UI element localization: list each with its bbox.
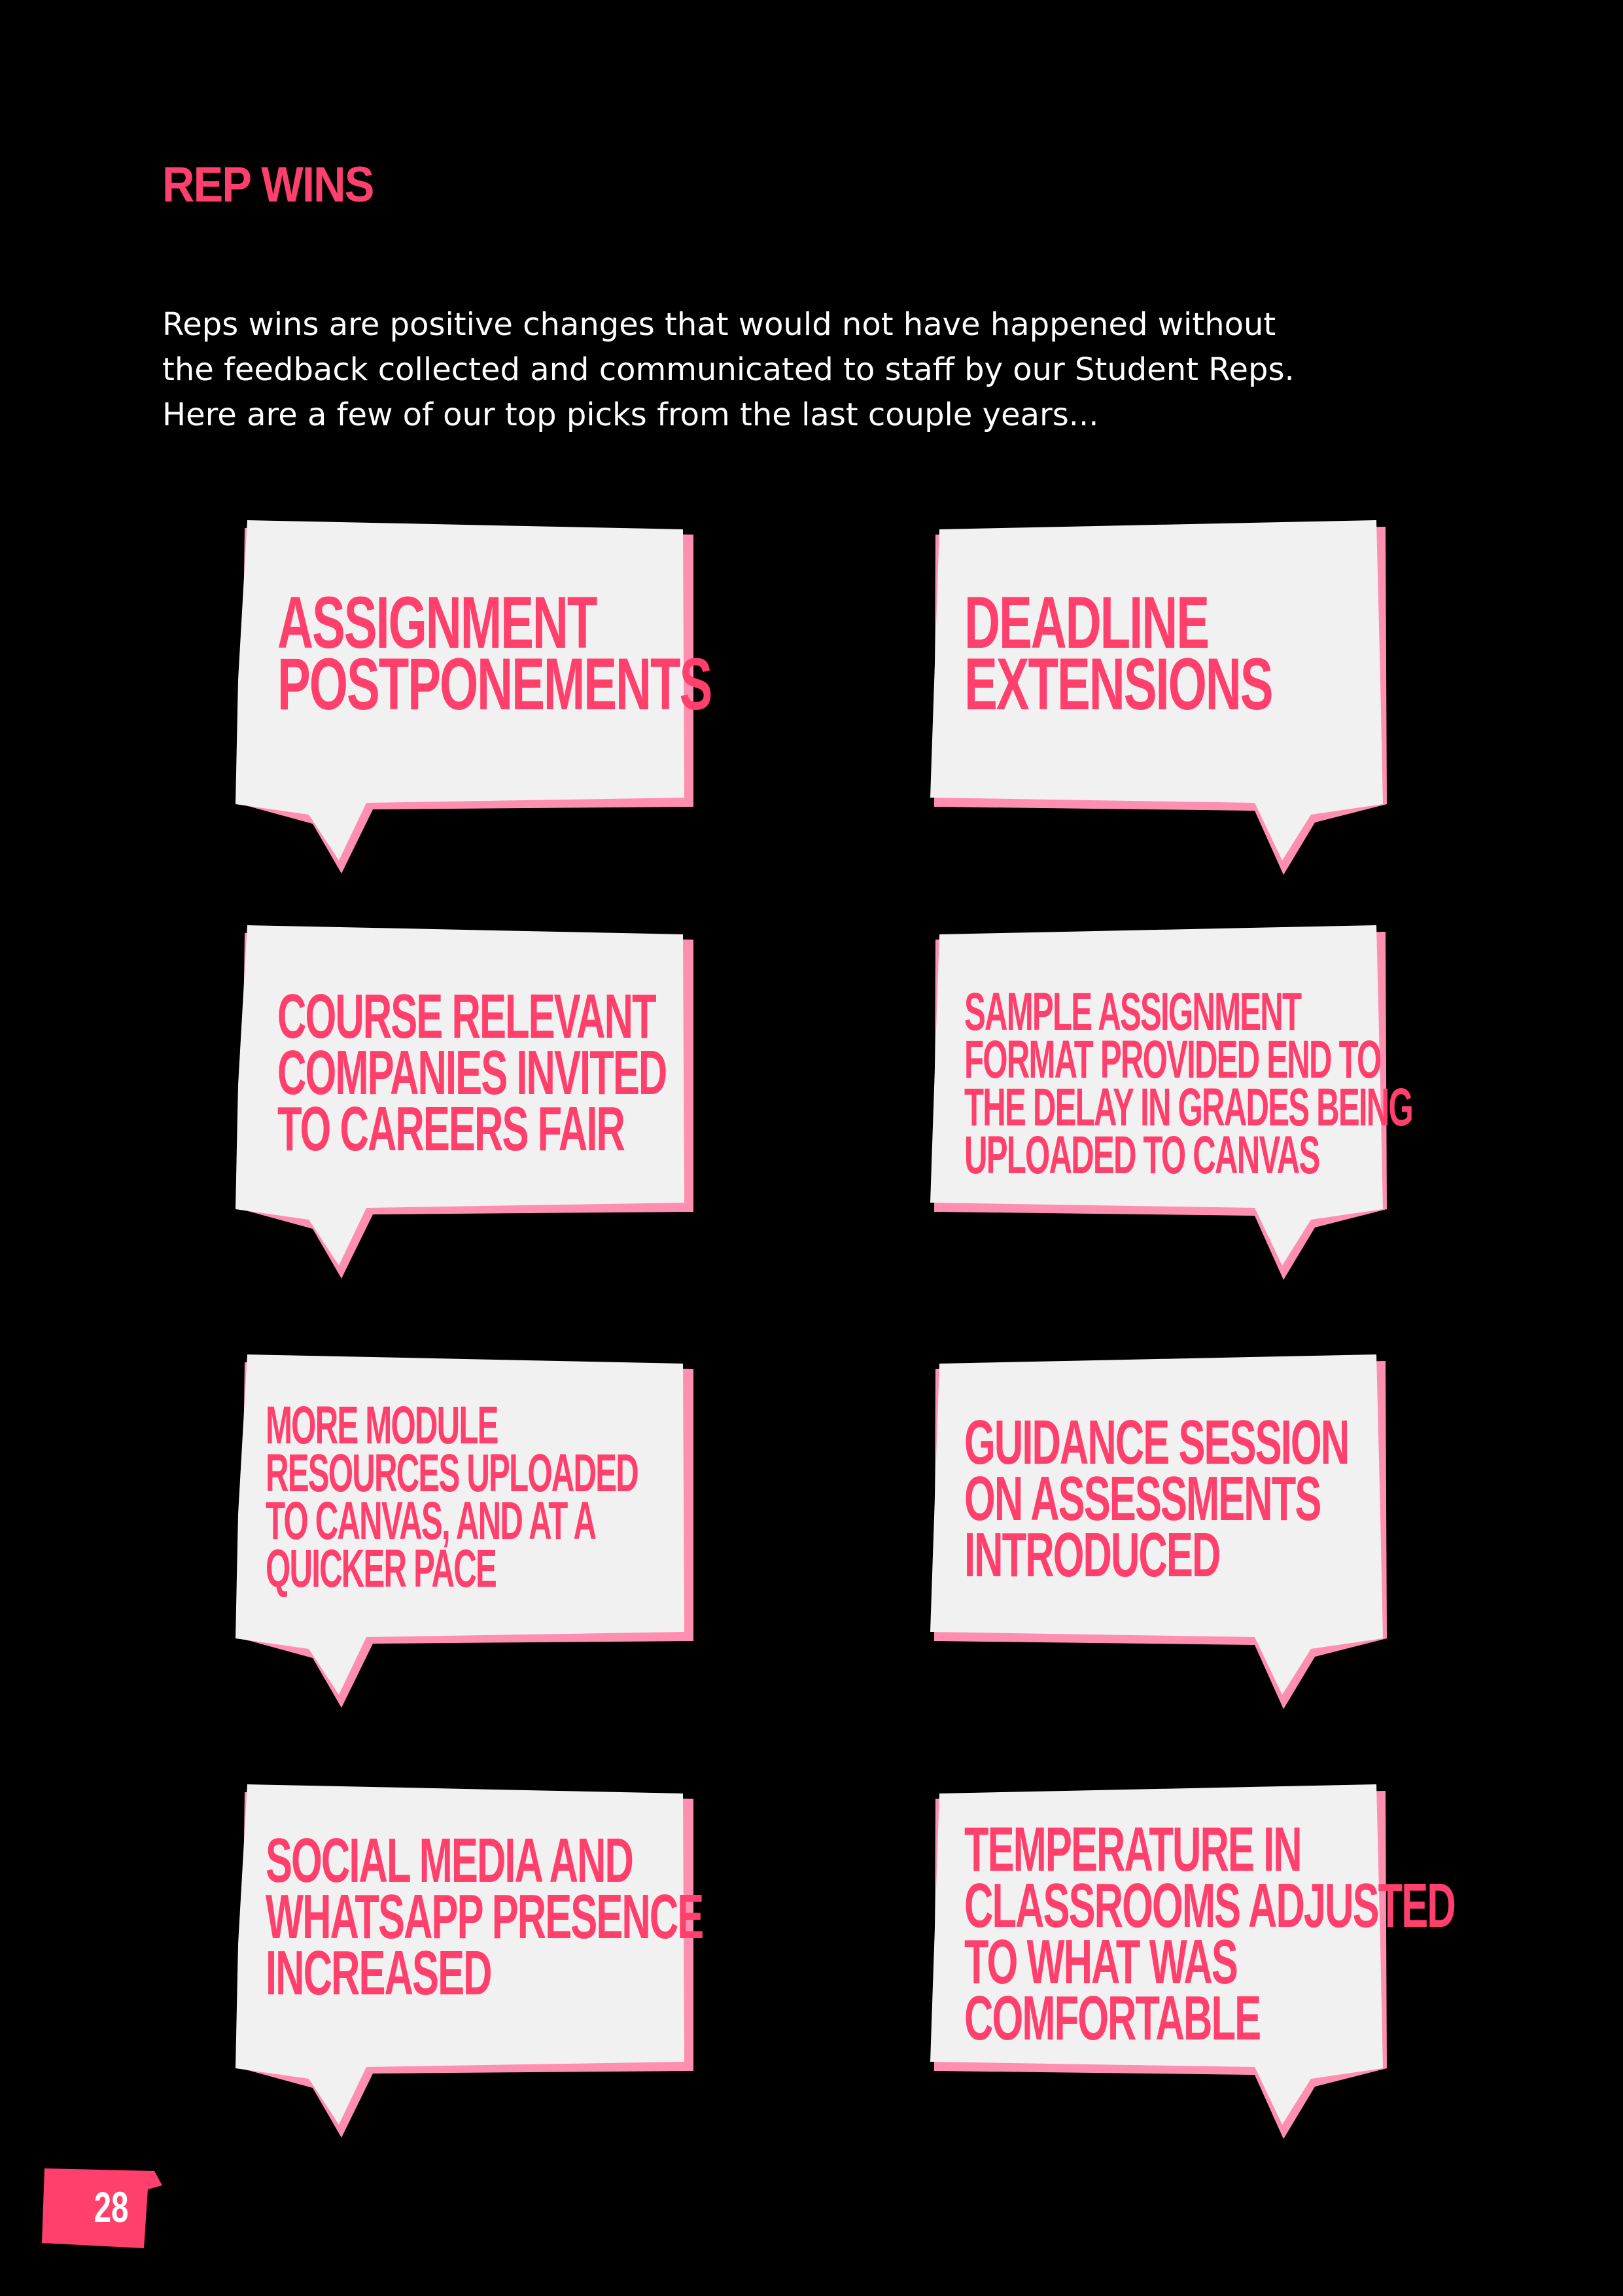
rep-win-card-social-media <box>236 1784 703 2151</box>
page-number-badge <box>39 2166 164 2251</box>
rep-win-text: MORE MODULE RESOURCES UPLOADED TO CANVAS, AND AT A QUICKER PACE <box>266 1396 638 1598</box>
rep-win-card-deadline-extensions <box>929 520 1387 887</box>
rep-win-text: GUIDANCE SESSION ON ASSESSMENTS INTRODUCED <box>964 1407 1349 1590</box>
intro-line: the feedback collected and communicated to staff by our Student Reps. <box>162 351 1295 388</box>
rep-win-text: DEADLINE EXTENSIONS <box>964 582 1272 725</box>
rep-win-text: SAMPLE ASSIGNMENT FORMAT PROVIDED END TO THE DELAY IN GRADES BEING UPLOADED TO CANVAS <box>964 982 1412 1185</box>
rep-win-text: TEMPERATURE IN CLASSROOMS ADJUSTED TO WHAT WAS COMFORTABLE <box>964 1814 1455 2053</box>
rep-win-card-assignment-postponements <box>236 520 712 887</box>
page-title: REP WINS <box>162 157 374 213</box>
rep-win-card-temperature <box>929 1784 1455 2151</box>
rep-win-card-module-resources <box>236 1354 693 1721</box>
intro-line: Reps wins are positive changes that would not have happened without <box>162 306 1276 343</box>
intro-line: Here are a few of our top picks from the last couple years... <box>162 397 1099 433</box>
rep-win-card-sample-assignment <box>929 925 1412 1292</box>
page-number: 28 <box>94 2183 129 2231</box>
rep-win-card-guidance-session <box>929 1354 1387 1721</box>
rep-win-text: COURSE RELEVANT COMPANIES INVITED TO CAREERS FAIR <box>277 981 667 1164</box>
rep-win-text: SOCIAL MEDIA AND WHATSAPP PRESENCE INCREASED <box>266 1826 703 2008</box>
intro-paragraph <box>162 302 1471 438</box>
rep-win-card-careers-fair <box>236 925 693 1292</box>
rep-win-text: ASSIGNMENT POSTPONEMENTS <box>277 582 712 725</box>
